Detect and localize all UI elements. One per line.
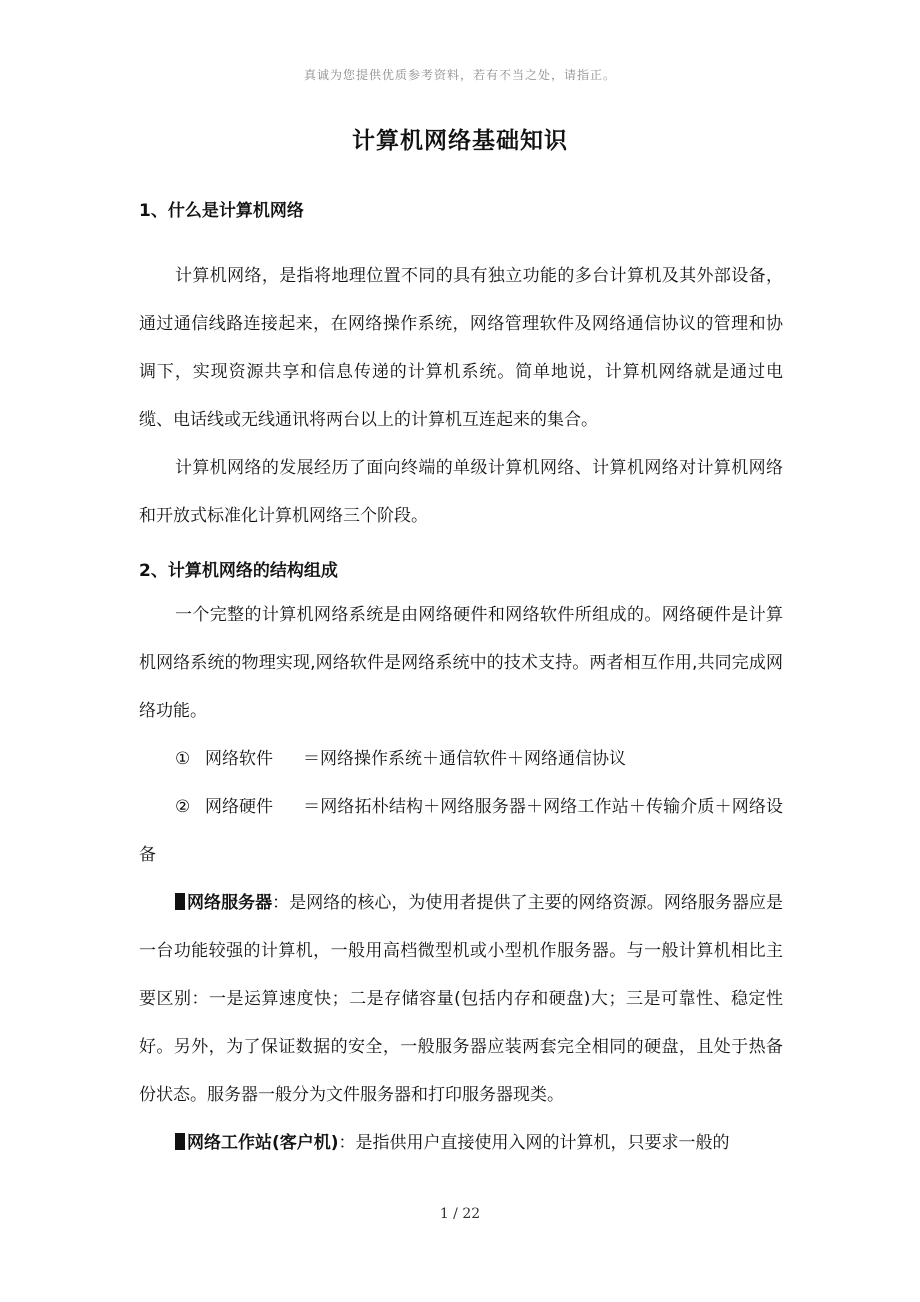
section2-heading: 2、计算机网络的结构组成 [139,561,338,581]
formula-number: ① [175,749,191,769]
formula-software [175,735,783,783]
section1-paragraph-2: 计算机网络的发展经历了面向终端的单级计算机网络、计算机网络对计算机网络和开放式标准化计算机网络三个阶段。 [139,458,783,526]
square-bullet-icon [175,893,185,910]
server-description: ：是网络的核心，为使用者提供了主要的网络资源。网络服务器应是一台功能较强的计算机，一般用高档微型机或小型机作服务器。与一般计算机相比主要区别：一是运算速度快；二是存储容量(包括内存和硬盘)大；三是可靠性、稳定性好。另外，为了保证数据的安全，一般服务器应装两套完全相同的硬盘，且处于热备份状态。服务器一般分为文件服务器和打印服务器现类。 [139,893,783,1105]
formula-expression: ＝网络操作系统＋通信软件＋网络通信协议 [303,749,626,769]
formula-hardware [139,783,783,879]
page-title: 计算机网络基础知识 [352,128,568,154]
square-bullet-icon [175,1133,185,1150]
page-number: 1 / 22 [439,1206,481,1222]
formula-name: 网络软件 [205,749,273,769]
section1-heading: 1、什么是计算机网络 [139,201,304,221]
formula-expression: ＝网络拓朴结构＋网络服务器＋网络工作站＋传输介质＋网络设备 [139,797,783,865]
server-term: 网络服务器 [187,893,273,913]
formula-number: ② [175,797,191,817]
workstation-paragraph [139,1119,783,1167]
formula-name: 网络硬件 [205,797,273,817]
server-paragraph [139,879,783,1119]
workstation-term: 网络工作站(客户机) [187,1133,339,1153]
header-note: 真诚为您提供优质参考资料，若有不当之处，请指正。 [303,68,616,82]
section1-paragraph-1: 计算机网络，是指将地理位置不同的具有独立功能的多台计算机及其外部设备，通过通信线路连接起来，在网络操作系统，网络管理软件及网络通信协议的管理和协调下，实现资源共享和信息传递的计算机系统。简单地说，计算机网络就是通过电缆、电话线或无线通讯将两台以上的计算机互连起来的集合。 [139,266,783,430]
workstation-description: ：是指供用户直接使用入网的计算机，只要求一般的 [338,1133,730,1153]
section2-paragraph-1: 一个完整的计算机网络系统是由网络硬件和网络软件所组成的。网络硬件是计算机网络系统的物理实现,网络软件是网络系统中的技术支持。两者相互作用,共同完成网络功能。 [139,605,783,721]
